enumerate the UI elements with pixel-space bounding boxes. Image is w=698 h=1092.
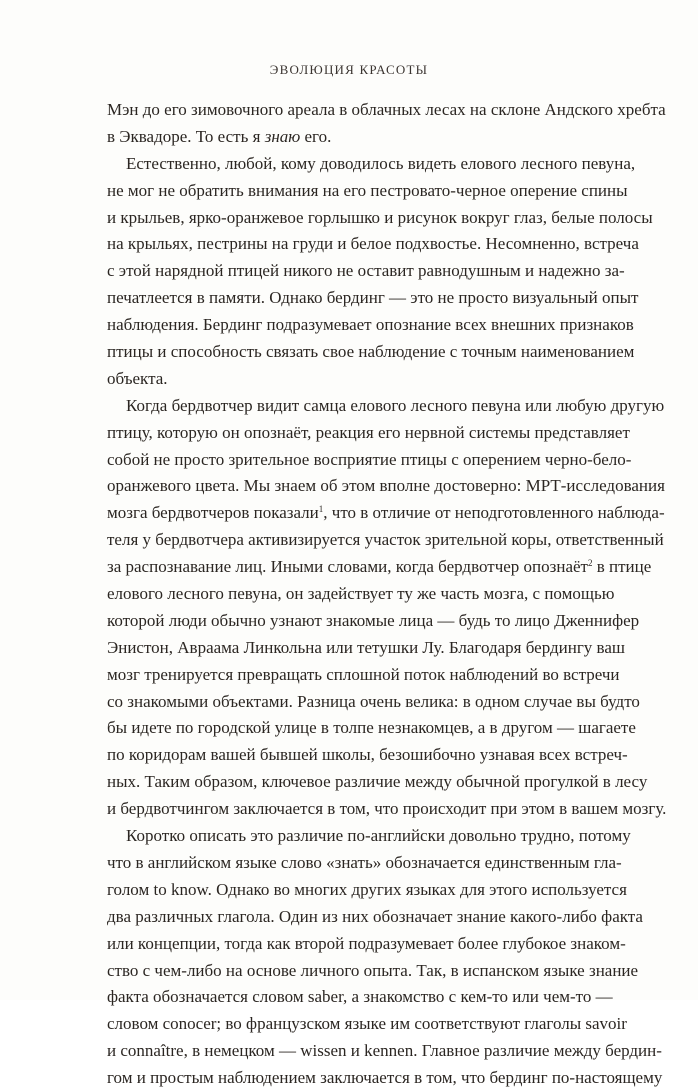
- text-segment: его.: [300, 126, 332, 146]
- text-line: [107, 742, 628, 769]
- text-segment: и крыльев, ярко-оранжевое горлышко и рисунок вокруг глаз, белые полосы: [107, 207, 653, 227]
- text-line: [107, 231, 639, 258]
- text-line: [107, 178, 628, 205]
- text-line: [107, 527, 664, 554]
- text-segment: птицы и способность связать свое наблюдение с точным наименованием: [107, 342, 635, 362]
- text-line: [107, 984, 613, 1011]
- text-line: [107, 850, 622, 877]
- text-segment: наблюдения. Бердинг подразумевает опознание всех внешних признаков: [107, 315, 634, 335]
- text-line: [107, 958, 639, 985]
- footnote-ref: 1: [318, 504, 324, 515]
- text-segment: по коридорам вашей бывшей школы, безошибочно узнавая всех встреч-: [107, 745, 628, 765]
- text-segment: объекта.: [107, 368, 168, 388]
- text-line: [107, 904, 643, 931]
- text-line: [107, 312, 634, 339]
- text-segment: гом и простым наблюдением заключается в том, что бердинг по-настоящему: [107, 1068, 663, 1088]
- text-segment: в птице: [592, 557, 652, 577]
- text-segment: и connaître, в немецком — wissen и kennen. Главное различие между бердин-: [107, 1041, 662, 1061]
- text-line: [107, 473, 665, 500]
- text-segment: голом to know. Однако во многих других языках для этого используется: [107, 879, 627, 899]
- text-segment: в Эквадоре. То есть я: [107, 126, 265, 146]
- text-segment: Коротко описать это различие по-английски довольно трудно, потому: [126, 826, 631, 846]
- text-segment: елового лесного певуна, он задействует ту же часть мозга, с помощью: [107, 584, 615, 604]
- text-line: [107, 581, 615, 608]
- emphasis-text: знаю: [264, 126, 301, 146]
- text-line: [107, 1011, 627, 1038]
- text-segment: с этой нарядной птицей никого не оставит равнодушным и надежно за-: [107, 261, 625, 281]
- text-segment: Когда бердвотчер видит самца елового лесного певуна или любую другую: [126, 395, 665, 415]
- text-segment: Мэн до его зимовочного ареала в облачных лесах на склоне Андского хребта: [107, 100, 666, 119]
- text-segment: бы идете по городской улице в толпе незнакомцев, а в другом — шагаете: [107, 718, 636, 738]
- text-segment: со знакомыми объектами. Разница очень велика: в одном случае вы будто: [107, 691, 640, 711]
- text-line: [107, 769, 648, 796]
- text-line: [107, 554, 652, 581]
- text-line: [107, 420, 630, 447]
- text-segment: мозг тренируется превращать сплошной поток наблюдений во встречи: [107, 664, 620, 684]
- text-segment: ных. Таким образом, ключевое различие между обычной прогулкой в лесу: [107, 772, 648, 792]
- text-line: [107, 608, 640, 635]
- text-line: [107, 1065, 663, 1092]
- text-segment: факта обозначается словом saber, а знакомство с кем-то или чем-то —: [107, 987, 613, 1007]
- text-segment: или концепции, тогда как второй подразумевает более глубокое знаком-: [107, 933, 626, 953]
- text-line: [107, 124, 594, 151]
- text-line: [107, 151, 636, 178]
- text-line: [107, 662, 620, 689]
- body-text: [107, 97, 667, 1092]
- text-line: [107, 931, 626, 958]
- text-line: [107, 823, 631, 850]
- running-head: ЭВОЛЮЦИЯ КРАСОТЫ: [269, 62, 429, 77]
- text-line: [107, 339, 635, 366]
- footnote-ref: 2: [587, 558, 593, 569]
- text-line: [107, 715, 636, 742]
- text-line: [107, 500, 665, 527]
- text-segment: , что в отличие от неподготовленного наблюда-: [323, 503, 665, 523]
- text-line: [107, 796, 667, 823]
- text-segment: два различных глагола. Один из них обозначает знание какого-либо факта: [107, 906, 643, 926]
- text-segment: и бердвотчингом заключается в том, что происходит при этом в вашем мозгу.: [107, 799, 667, 819]
- text-line: [107, 97, 666, 124]
- text-segment: Естественно, любой, кому доводилось видеть елового лесного певуна,: [126, 153, 636, 173]
- text-segment: что в английском языке слово «знать» обозначается единственным гла-: [107, 852, 622, 872]
- text-segment: не мог не обратить внимания на его пестровато-черное оперение спины: [107, 180, 628, 200]
- text-line: [107, 877, 627, 904]
- text-line: [107, 447, 632, 474]
- text-segment: ство с чем-либо на основе личного опыта. Так, в испанском языке знание: [107, 960, 639, 980]
- text-line: [107, 205, 653, 232]
- text-line: [107, 285, 639, 312]
- text-line: [107, 635, 625, 662]
- text-segment: собой не просто зрительное восприятие птицы с оперением черно-бело-: [107, 449, 632, 469]
- text-segment: которой люди обычно узнают знакомые лица — будь то лицо Дженнифер: [107, 610, 640, 630]
- text-segment: словом conocer; во французском языке им соответствуют глаголы savoir: [107, 1014, 627, 1034]
- text-line: [107, 258, 625, 285]
- text-segment: Энистон, Авраама Линкольна или тетушки Лу. Благодаря бердингу ваш: [107, 637, 625, 657]
- text-segment: мозга бердвотчеров показали: [107, 503, 319, 523]
- text-line: [107, 393, 665, 420]
- text-line: [107, 689, 640, 716]
- text-segment: на крыльях, пестрины на груди и белое подхвостье. Несомненно, встреча: [107, 234, 639, 254]
- text-line: [107, 1038, 662, 1065]
- text-segment: за распознавание лиц. Иными словами, когда бердвотчер опознаёт: [107, 557, 588, 577]
- text-segment: птицу, которую он опознаёт, реакция его нервной системы представляет: [107, 422, 630, 442]
- text-segment: оранжевого цвета. Мы знаем об этом вполне достоверно: МРТ-исследования: [107, 476, 665, 496]
- text-line: [107, 366, 594, 393]
- text-segment: печатлеется в памяти. Однако бердинг — это не просто визуальный опыт: [107, 288, 639, 308]
- text-segment: теля у бердвотчера активизируется участок зрительной коры, ответственный: [107, 530, 664, 550]
